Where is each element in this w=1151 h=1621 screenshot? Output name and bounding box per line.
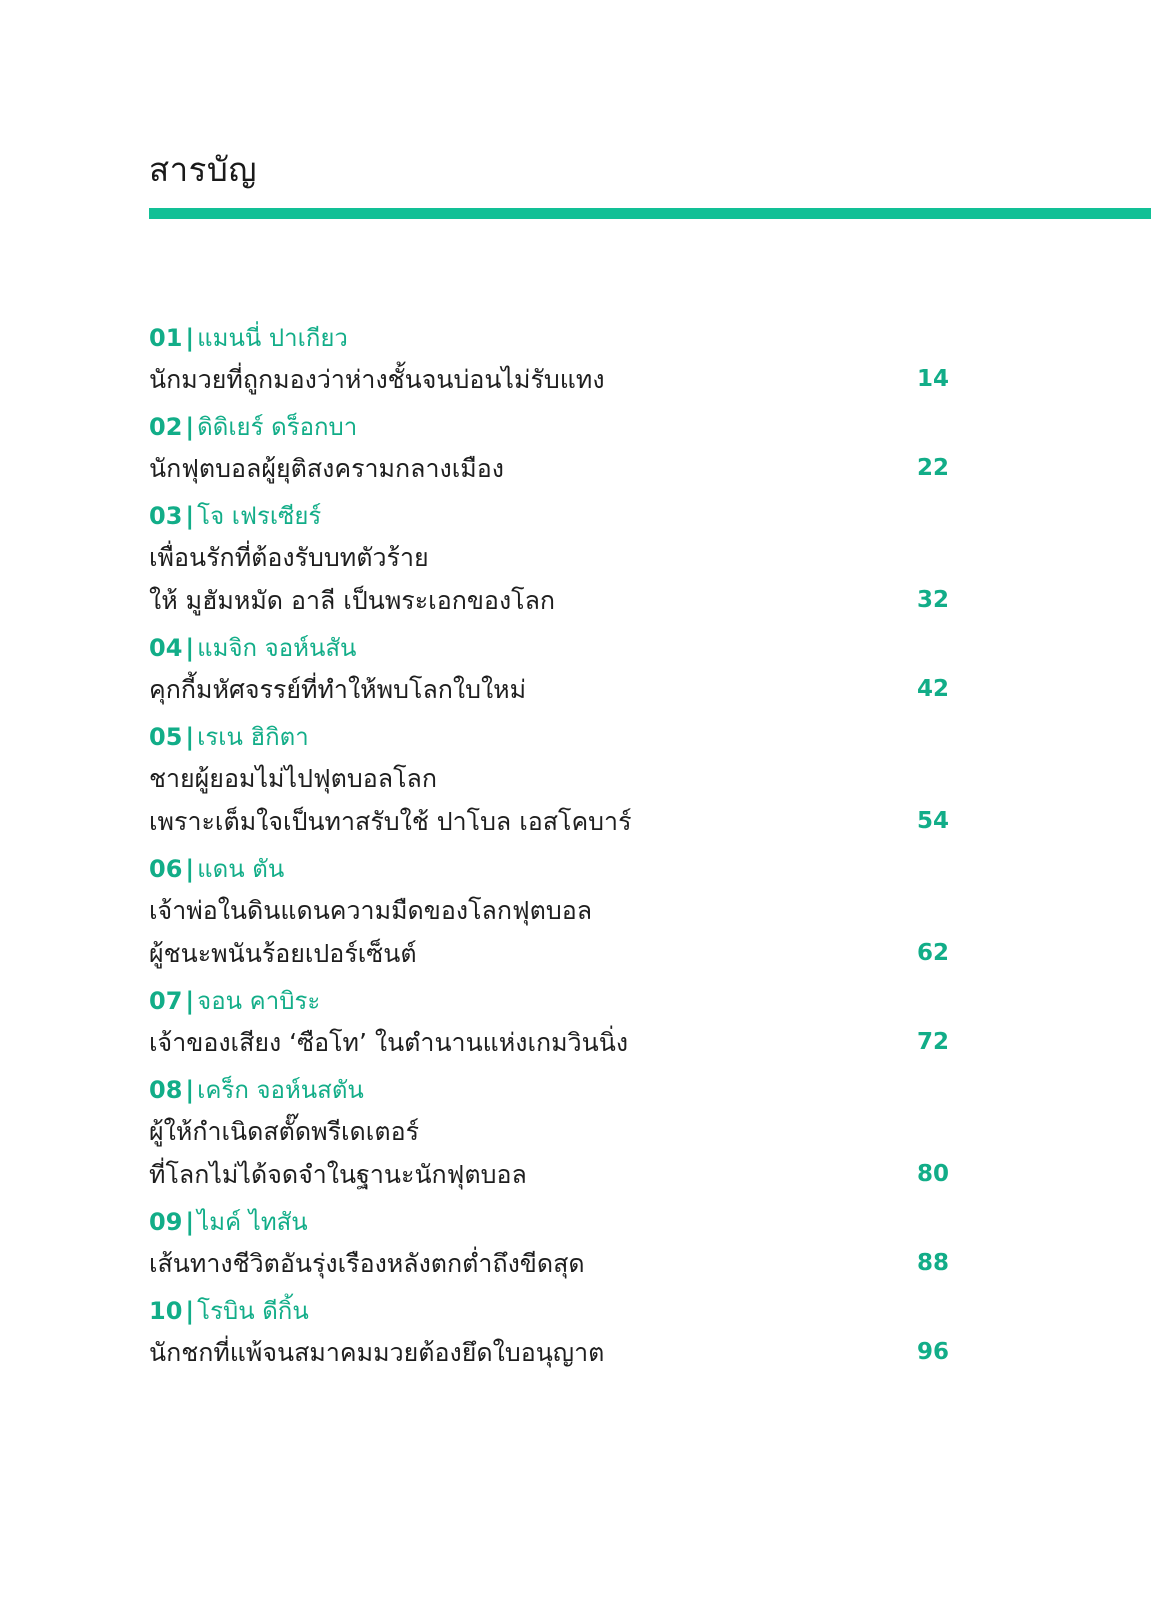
entry-name: แดน ตัน: [197, 855, 285, 883]
toc-entry-10[interactable]: [149, 1291, 949, 1374]
separator: |: [185, 1076, 195, 1104]
entry-heading: [149, 1202, 949, 1242]
separator: |: [185, 855, 195, 883]
entry-heading: [149, 1291, 949, 1331]
separator: |: [185, 502, 195, 530]
toc-entry-09[interactable]: [149, 1202, 949, 1285]
entry-name: ไมค์ ไทสัน: [197, 1208, 308, 1236]
entry-number: 03: [149, 502, 183, 530]
page-number: 42: [916, 676, 949, 702]
entry-description: นักชกที่แพ้จนสมาคมมวยต้องยึดใบอนุญาต: [149, 1338, 605, 1367]
entry-description: คุกกี้มหัศจรรย์ที่ทำให้พบโลกใบใหม่: [149, 675, 527, 704]
entry-description: เพราะเต็มใจเป็นทาสรับใช้ ปาโบล เอสโคบาร์: [149, 807, 632, 836]
separator: |: [185, 634, 195, 662]
entry-heading: [149, 1070, 949, 1110]
entry-number: 06: [149, 855, 183, 883]
entry-description: เส้นทางชีวิตอันรุ่งเรืองหลังตกต่ำถึงขีดสุด: [149, 1249, 585, 1278]
entry-name: โรบิน ดีกิ้น: [197, 1297, 309, 1325]
entry-name: ดิดิเยร์ ดร็อกบา: [197, 413, 358, 441]
entry-number: 10: [149, 1297, 183, 1325]
entry-heading: [149, 628, 949, 668]
toc-entry-04[interactable]: [149, 628, 949, 711]
entry-number: 07: [149, 987, 183, 1015]
entry-name: เคร็ก จอห์นสตัน: [197, 1076, 364, 1104]
separator: |: [185, 1208, 195, 1236]
separator: |: [185, 1297, 195, 1325]
page-number: 62: [916, 940, 949, 966]
entry-heading: [149, 407, 949, 447]
entry-heading: [149, 318, 949, 358]
toc-entry-01[interactable]: [149, 318, 949, 401]
entry-name: เรเน ฮิกิตา: [197, 723, 309, 751]
page-number: 14: [916, 366, 949, 392]
entry-description: เจ้าของเสียง ‘ซือโท’ ในตำนานแห่งเกมวินนิ่ง: [149, 1028, 629, 1057]
entry-number: 04: [149, 634, 183, 662]
page-number: 88: [916, 1250, 949, 1276]
entry-description: ชายผู้ยอมไม่ไปฟุตบอลโลก: [149, 764, 437, 793]
page-number: 54: [916, 808, 949, 834]
entry-description: นักฟุตบอลผู้ยุติสงครามกลางเมือง: [149, 454, 504, 483]
page-number: 96: [916, 1339, 949, 1365]
title-underline: [149, 208, 1151, 219]
entry-description: ผู้ชนะพนันร้อยเปอร์เซ็นต์: [149, 939, 417, 968]
entry-number: 01: [149, 324, 183, 352]
separator: |: [185, 413, 195, 441]
page-number: 32: [916, 587, 949, 613]
entry-description: นักมวยที่ถูกมองว่าห่างชั้นจนบ่อนไม่รับแทง: [149, 365, 605, 394]
entry-description: เจ้าพ่อในดินแดนความมืดของโลกฟุตบอล: [149, 896, 593, 925]
entry-name: แมนนี่ ปาเกียว: [197, 324, 348, 352]
entry-description: เพื่อนรักที่ต้องรับบทตัวร้าย: [149, 543, 429, 572]
page-number: 80: [916, 1161, 949, 1187]
separator: |: [185, 324, 195, 352]
entry-name: แมจิก จอห์นสัน: [197, 634, 357, 662]
page-title: สารบัญ: [149, 150, 257, 189]
separator: |: [185, 987, 195, 1015]
entry-name: โจ เฟรเซียร์: [197, 502, 322, 530]
toc-entry-05[interactable]: [149, 717, 949, 843]
toc-entry-02[interactable]: [149, 407, 949, 490]
entry-number: 09: [149, 1208, 183, 1236]
toc-entry-03[interactable]: [149, 496, 949, 622]
toc-entry-08[interactable]: [149, 1070, 949, 1196]
table-of-contents: [149, 318, 949, 1380]
entry-name: จอน คาบิระ: [197, 987, 321, 1015]
entry-heading: [149, 849, 949, 889]
toc-entry-07[interactable]: [149, 981, 949, 1064]
entry-number: 02: [149, 413, 183, 441]
entry-heading: [149, 496, 949, 536]
separator: |: [185, 723, 195, 751]
entry-description: ที่โลกไม่ได้จดจำในฐานะนักฟุตบอล: [149, 1160, 527, 1189]
toc-entry-06[interactable]: [149, 849, 949, 975]
page-number: 72: [916, 1029, 949, 1055]
entry-heading: [149, 981, 949, 1021]
entry-description: ให้ มูฮัมหมัด อาลี เป็นพระเอกของโลก: [149, 586, 556, 615]
entry-number: 08: [149, 1076, 183, 1104]
entry-heading: [149, 717, 949, 757]
entry-number: 05: [149, 723, 183, 751]
page-number: 22: [916, 455, 949, 481]
entry-description: ผู้ให้กำเนิดสตั๊ดพรีเดเตอร์: [149, 1117, 420, 1146]
